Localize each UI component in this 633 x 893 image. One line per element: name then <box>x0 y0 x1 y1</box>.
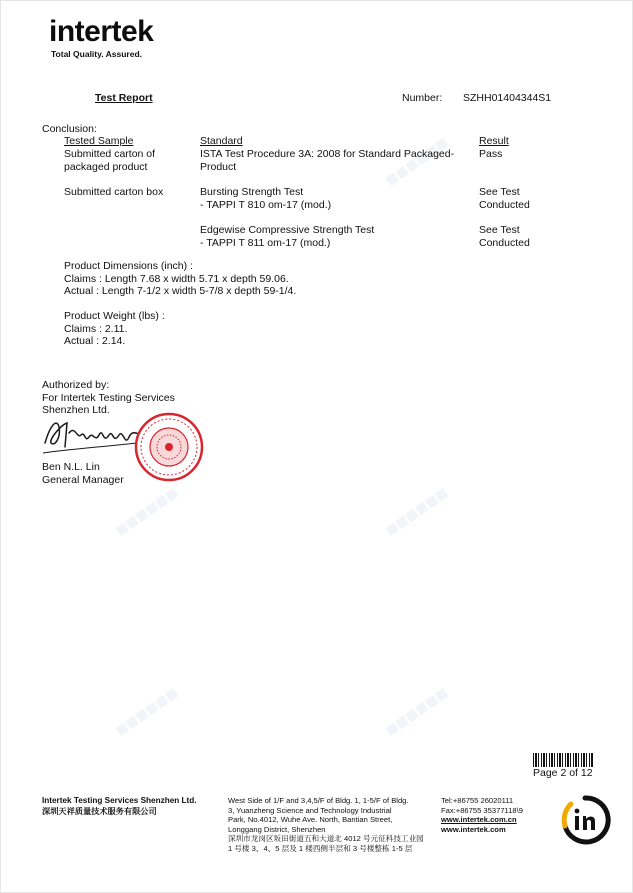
signatory-name: Ben N.L. Lin <box>42 461 100 473</box>
weight-claims: Claims : 2.11. <box>64 322 128 335</box>
dimensions-claims: Claims : Length 7.68 x width 5.71 x depth 59.06. <box>64 272 289 285</box>
contact-tel: Tel:+86755 26020111 <box>441 796 514 805</box>
standard-cell: - TAPPI T 811 om-17 (mod.) <box>200 236 331 249</box>
number-label: Number: <box>402 92 443 104</box>
report-page: ■■■■■■ ■■■■■■ ■■■■■■ ■■■■■■ ■■■■■■ intertek Total Quality. Assured. Test Report Number: SZHH01404344S1 Conclusion: Tested Sample Standard Result Submitted carton of packaged product ISTA Test Procedure 3A: 2008 for Standard Packaged- Product Pass Submitted carton box Bursting Strength Test - TAPPI T 810 om-17 (mod.) See Test Conducted Edgewise Compressive Strength Test - TAPPI T 811 om-17 (mod.) See Test Conducted Product Dimensions (inch) : Claims : Length 7.68 x width 5.71 x depth 59.06. Actual : Length 7-1/2 x width 5-7/8 x depth 59-1/4. Product Weight (lbs) : Claims : 2.11. Actual : 2.14. Authorized by: For Intertek Testing Services Shenzhen Ltd. Ben N.L. Lin General Manager Page 2 of 12 Intertek Testing Services Shenzhen Ltd. 深圳天祥质量技术服务有限公司 West Side of 1/F and 3,4,5/F of Bldg. 1, 1-5/F of Bldg. 3, Yuanzheng Science and Technology Industrial Park, No.4012, Wuhe Ave. North, Bantian Street, Longgang District, Shenzhen 深圳市龙岗区坂田街道五和大道北 4012 号元征科技工业园 1 号楼 3、4、5 层及 1 楼西侧半层和 3 号楼整栋 1-5 层 Tel:+86755 26020111 Fax:+86755 35377118\9 www.intertek.com.cn www.intertek.com <box>0 0 633 893</box>
footer-company <box>42 796 197 817</box>
column-header-standard: Standard <box>200 135 243 147</box>
website-link[interactable]: www.intertek.com <box>441 824 506 834</box>
address-line: West Side of 1/F and 3,4,5/F of Bldg. 1, 1-5/F of Bldg. <box>228 796 409 805</box>
logo-tagline: Total Quality. Assured. <box>51 49 142 59</box>
website-cn-link[interactable]: www.intertek.com.cn <box>441 815 517 825</box>
intertek-badge-icon <box>559 794 611 846</box>
report-title: Test Report <box>95 92 153 104</box>
result-cell: Conducted <box>479 198 530 211</box>
table-row <box>200 148 454 173</box>
sample-cell: Submitted carton of <box>64 148 156 160</box>
sample-cell: Submitted carton box <box>64 186 164 198</box>
contact-fax: Fax:+86755 35377118\9 <box>441 805 523 815</box>
product-weight <box>64 310 165 348</box>
company-seal <box>133 411 205 483</box>
weight-actual: Actual : 2.14. <box>64 335 126 347</box>
result-cell: See Test <box>479 186 520 198</box>
footer-address <box>228 796 424 854</box>
result-cell: Conducted <box>479 236 530 249</box>
product-dimensions <box>64 260 296 298</box>
dimensions-title: Product Dimensions (inch) : <box>64 260 193 272</box>
table-row <box>200 224 374 249</box>
authorized-company-city: Shenzhen Ltd. <box>42 404 110 416</box>
sample-cell: packaged product <box>64 160 148 173</box>
standard-cell: Edgewise Compressive Strength Test <box>200 224 375 236</box>
footer-company-cn: 深圳天祥质量技术服务有限公司 <box>42 806 157 816</box>
page-number: Page 2 of 12 <box>533 767 593 779</box>
footer-company-en: Intertek Testing Services Shenzhen Ltd. <box>42 796 197 805</box>
intertek-logo: intertek <box>49 15 154 48</box>
address-line: Park, No.4012, Wuhe Ave. North, Bantian Street, <box>228 815 393 825</box>
barcode <box>533 753 593 767</box>
standard-cell: ISTA Test Procedure 3A: 2008 for Standard Packaged- <box>200 148 455 160</box>
standard-cell: Product <box>200 160 237 173</box>
address-line: 1 号楼 3、4、5 层及 1 楼西侧半层和 3 号楼整栋 1-5 层 <box>228 843 413 853</box>
address-line: 深圳市龙岗区坂田街道五和大道北 4012 号元征科技工业园 <box>228 834 424 844</box>
address-line: Longgang District, Shenzhen <box>228 824 326 834</box>
table-row <box>479 186 530 211</box>
signatory-title: General Manager <box>42 473 124 486</box>
dimensions-actual: Actual : Length 7-1/2 x width 5-7/8 x depth 59-1/4. <box>64 285 297 297</box>
signatory <box>42 461 124 486</box>
table-row <box>479 224 530 249</box>
signature <box>41 413 141 459</box>
standard-cell: Bursting Strength Test <box>200 186 304 198</box>
column-header-sample: Tested Sample <box>64 135 134 147</box>
table-row <box>200 186 331 211</box>
table-row <box>64 148 155 173</box>
authorized-by: Authorized by: <box>42 379 110 391</box>
conclusion-label: Conclusion: <box>42 123 97 135</box>
column-header-result: Result <box>479 135 509 147</box>
address-line: 3, Yuanzheng Science and Technology Industrial <box>228 805 392 815</box>
authorized-company: For Intertek Testing Services <box>42 391 175 404</box>
standard-cell: - TAPPI T 810 om-17 (mod.) <box>200 198 332 211</box>
result-cell: See Test <box>479 224 520 236</box>
weight-title: Product Weight (lbs) : <box>64 310 165 322</box>
report-number: SZHH01404344S1 <box>463 92 552 104</box>
result-cell: Pass <box>479 148 503 160</box>
footer-contact <box>441 796 523 834</box>
